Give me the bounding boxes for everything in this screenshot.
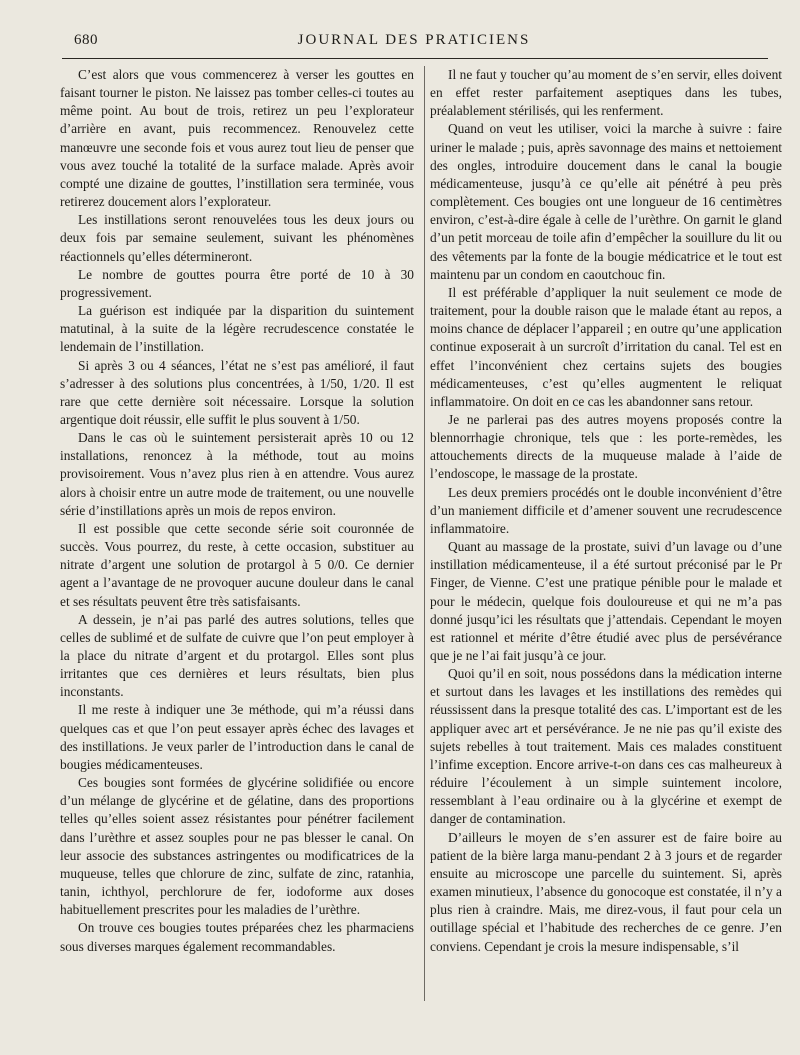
paragraph: Les deux premiers procédés ont le double inconvénient d’être d’un maniement difficile et d’amener souvent une recrudescence inflammatoire.: [430, 484, 782, 536]
paragraph: Dans le cas où le suintement persisterait après 10 ou 12 installations, renoncez à la méthode, tout au moins provisoirement. Vous n’avez plus rien à en attendre. Vous aurez alors à choisir entre un autre mode de traitement, ou une nouvelle série d’instillations après un mois de repos environ.: [60, 430, 414, 518]
running-title: JOURNAL DES PRATICIENS: [297, 32, 531, 48]
page-number: 680: [74, 32, 98, 48]
paragraph: Je ne parlerai pas des autres moyens proposés contre la blennorrhagie chronique, tels que : les porte-remèdes, les attouchements directs de la muqueuse malade à l’aide de l’endoscope, le massage de la prostate.: [430, 411, 782, 482]
left-column: [60, 66, 414, 1006]
paragraph: Il me reste à indiquer une 3e méthode, qui m’a réussi dans quelques cas et que l’on peut essayer après échec des lavages et des instillations. Je veux parler de l’introduction dans le canal de bougies médicamenteuses.: [60, 702, 414, 772]
paragraph: La guérison est indiquée par la disparition du suintement matutinal, à la suite de la légère recrudescence constatée le lendemain de l’instillation.: [60, 303, 414, 355]
paragraph: Quant au massage de la prostate, suivi d’un lavage ou d’une instillation médicamenteuse, il a été surtout préconisé par le Pr Finger, de Vienne. C’est une pratique pénible pour le malade et pour le médecin, quelque fois douloureuse et qui ne m’a pas donné jusqu’ici les résultats que j’attendais. Cependant le moyen est rationnel et mérite d’être étudié avec plus de persévérance que je ne l’ai fait jusqu’à ce jour.: [430, 539, 782, 663]
header-rule: [62, 58, 768, 59]
paragraph: Il est possible que cette seconde série soit couronnée de succès. Vous pourrez, du reste, à cette occasion, substituer au nitrate d’argent une solution de protargol à 5 0/0. Ce dernier agent a l’avantage de ne provoquer aucune douleur dans le canal et ses résultats peuvent être très satisfaisants.: [60, 520, 414, 609]
paragraph: C’est alors que vous commencerez à verser les gouttes en faisant tourner le piston. Ne laissez pas tomber celles-ci toutes au même point. Au bout de trois, retirez un peu l’explorateur d’arrière en avant, puis recommencez. Renouvelez cette manœuvre une seconde fois et vous aurez tout lieu de penser que vous avez touché la totalité de la surface malade. Après avoir compté une dizaine de gouttes, l’instillation sera terminée, vous retirerez doucement alors l’explorateur.: [60, 67, 414, 210]
paragraph: D’ailleurs le moyen de s’en assurer est de faire boire au patient de la bière larga manu-pendant 2 à 3 jours et de regarder ensuite au microscope une parcelle du suintement. Si, après examen minutieux, l’absence du gonocoque est constatée, il n’y a plus rien à craindre. Mais, me direz-vous, il faut pour cela un outillage spécial et l’habitude des recherches de ce genre. J’en conviens. Cependant je crois la mesure indispensable, s’il: [430, 829, 782, 954]
right-column: [430, 66, 782, 1006]
paragraph: Si après 3 ou 4 séances, l’état ne s’est pas amélioré, il faut s’adresser à des solutions plus concentrées, à 1/50, 1/20. Il est rare que cette dernière soit nécessaire. Lorsque la solution argentique doit réussir, elle suffit le plus souvent à 1/50.: [60, 357, 414, 427]
paragraph: Les instillations seront renouvelées tous les deux jours ou deux fois par semaine seulement, suivant les phénomènes réactionnels qu’elles détermineront.: [60, 212, 414, 264]
paragraph: Quoi qu’il en soit, nous possédons dans la médication interne et surtout dans les lavages et les instillations des remèdes qui réussissent dans la presque totalité des cas. L’important est de les appliquer avec art et persévérance. Je ne nie pas qu’il existe des sujets rebelles à tout traitement. Mais ces malades constituent l’infime exception. Encore arrive-t-on dans ces cas malheureux à réduire l’écoulement à un simple suintement incolore, ressemblant à l’eau ordinaire ou à la glycérine et exempt de danger de contamination.: [430, 666, 782, 827]
page-header: [62, 30, 766, 54]
paragraph: Ces bougies sont formées de glycérine solidifiée ou encore d’un mélange de glycérine et de gélatine, dans des proportions telles qu’elles soient assez résistantes pour pénétrer facilement dans l’urèthre et assez souples pour ne pas blesser le canal. On leur associe des substances astringentes ou modificatrices de la muqueuse, telles que chlorure de zinc, sulfate de zinc, ratanhia, tanin, ichthyol, perchlorure de fer, iodoforme aux doses habituellement prescrites pour les maladies de l’urèthre.: [60, 775, 414, 918]
paragraph: Le nombre de gouttes pourra être porté de 10 à 30 progressivement.: [60, 266, 414, 300]
paragraph: A dessein, je n’ai pas parlé des autres solutions, telles que celles de sublimé et de sulfate de cuivre que l’on peut employer à la place du nitrate d’argent et du protargol. Elles sont plus irritantes que ces dernières et leurs résultats, bien plus inconstants.: [60, 611, 414, 700]
paragraph: Il est préférable d’appliquer la nuit seulement ce mode de traitement, pour la double raison que le malade étant au repos, a moins chance de déplacer l’appareil ; en outre qu’une application continue exposerait à un surcroît d’irritation du canal. Tel est en effet l’inconvénient chez certains sujets des bougies médicamenteuses, c’est qu’elles augmentent le reliquat inflammatoire. On doit en ce cas les abandonner sans retour.: [430, 284, 782, 409]
paragraph: Il ne faut y toucher qu’au moment de s’en servir, elles doivent en effet rester parfaitement aseptiques dans les tubes, préalablement stérilisés, qui les renferment.: [430, 67, 782, 119]
paragraph: Quand on veut les utiliser, voici la marche à suivre : faire uriner le malade ; puis, après savonnage des mains et nettoiement des ongles, introduire doucement dans le canal la bougie médicamenteuse, jusqu’à ce qu’elle ait pénétré à peu près complètement. Ces bougies ont une longueur de 16 centimètres environ, c’est-à-dire égale à celle de l’urèthre. On garnit le gland d’un petit morceau de toile afin d’empêcher la souillure du lit ou des vêtements par la fonte de la bougie médicatrice et le tout est maintenu par un condom en caoutchouc fin.: [430, 121, 782, 282]
paragraph: On trouve ces bougies toutes préparées chez les pharmaciens sous diverses marques également recommandables.: [60, 920, 414, 954]
column-divider: [424, 66, 425, 1001]
